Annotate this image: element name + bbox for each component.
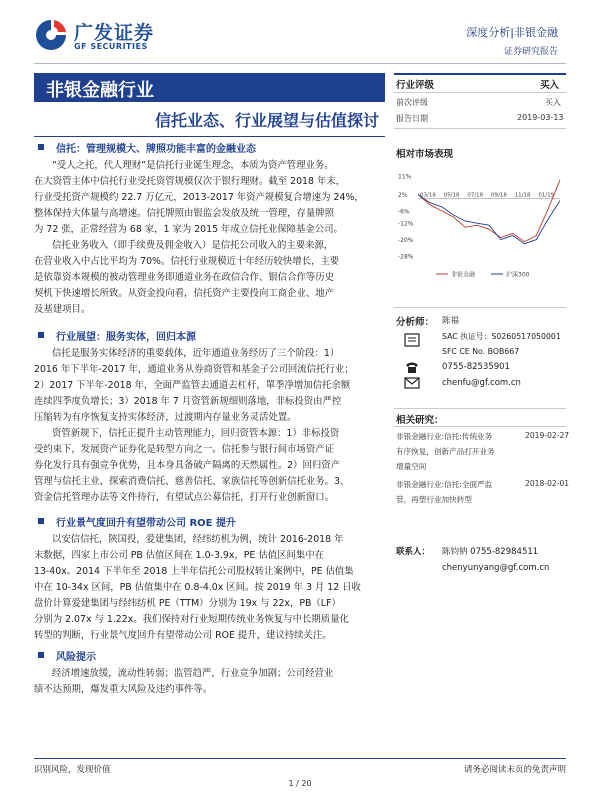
paragraph-line: 受约束下，发展资产证券化是转型方向之一。信托参与银行间市场资产证 — [34, 444, 335, 455]
analyst-sfc: SFC CE No. BOB667 — [442, 347, 520, 356]
logo-en-text: GF SECURITIES — [74, 42, 148, 51]
related-item-line: 增量空间 — [396, 462, 427, 471]
rating-label: 行业评级 — [396, 80, 435, 91]
sector-title-bar — [34, 73, 385, 102]
paragraph-line: “受人之托，代人理财”是信托行业诞生理念，本质为资产管理业务。 — [52, 160, 334, 171]
section-bullet — [38, 518, 44, 524]
prev-rating-value: 买入 — [545, 98, 561, 107]
x-tick-label: 01/19 — [538, 192, 555, 199]
legend-label: 非银金融 — [451, 271, 476, 279]
section-paragraph — [34, 346, 385, 506]
y-tick-label: 2% — [398, 191, 408, 199]
title-divider — [34, 136, 385, 137]
report-type-tags: 深度分析|非银金融 — [466, 26, 558, 39]
related-item-line: 管，再塑行业加快转型 — [396, 495, 472, 504]
contact-email[interactable]: chenyunyang@gf.com.cn — [442, 563, 550, 573]
legend-label: 沪深300 — [506, 271, 530, 279]
footer-disclaimer: 请务必阅读末页的免责声明 — [463, 765, 566, 775]
paragraph-line: 转型的判断，行业景气度回升有望带动公司 ROE 提升，建议持续关注。 — [34, 630, 332, 641]
report-date-value: 2019-03-13 — [517, 113, 564, 122]
paragraph-line: 资管新规下，信托正提升主动管理能力，回归资管本源：1）非标投资 — [52, 428, 340, 439]
paragraph-line: 券化发行具有强竞争优势，且本身具备破产隔离的天然属性。2）回归资产 — [34, 460, 340, 471]
section-paragraph — [34, 158, 385, 318]
paragraph-line: 压缩转为有序恢复支持实体经济，过渡期内存量业务灵活处置。 — [34, 412, 297, 423]
report-title: 信托业态、行业展望与估值探讨 — [154, 111, 379, 130]
x-tick-label: 05/18 — [443, 192, 460, 199]
paragraph-line: 绩不达预期，爆发重大风险及违约事件等。 — [34, 684, 213, 695]
rating-divider — [394, 92, 566, 93]
section-paragraph — [34, 532, 385, 644]
related-item-title[interactable]: 非银金融行业:信托:全面严监 — [396, 480, 493, 489]
series-line-0 — [418, 180, 560, 242]
paragraph-line: 以安信信托，陕国投，爱建集团，经纬纺机为例，统计 2016-2018 年 — [52, 534, 344, 545]
paragraph-line: 连续四季度负增长；3）2018 年 7 月资管新规细则落地，非标投资由严控 — [34, 396, 342, 407]
paragraph-line: 行业受托资产规模约 22.7 万亿元，2013-2017 年资产规模复合增速为 24%， — [34, 192, 364, 203]
y-tick-label: 11% — [398, 173, 412, 181]
analyst-label: 分析师： — [396, 317, 435, 328]
analyst-name: 陈福 — [442, 316, 460, 326]
sector-title: 非银金融行业 — [46, 80, 154, 101]
paragraph-line: 信托是服务实体经济的重要载体，近年通道业务经历了三个阶段：1） — [52, 348, 340, 359]
paragraph-line: 是依靠资本规模的被动管理业务即通道业务在政信合作、银信合作等历史 — [34, 272, 335, 283]
section-heading: 风险提示 — [56, 652, 96, 663]
paragraph-line: 管理与信托主业，探索消费信托、慈善信托、家族信托等创新信托业务。3、 — [34, 476, 350, 487]
paragraph-line: 13-40x。2014 下半年至 2018 上半年信托公司股权转让案例中，PE 估值集 — [34, 566, 354, 577]
x-tick-label: 03/18 — [420, 192, 436, 199]
certificate-icon — [404, 333, 420, 347]
paragraph-line: 盘价计算爱建集团与经纬纺机 PE（TTM）分别为 19x 与 22x，PB（LF） — [34, 598, 341, 609]
rating-value: 买入 — [540, 80, 560, 91]
y-tick-label: -6% — [398, 208, 410, 216]
page-number: 1 / 20 — [288, 779, 312, 788]
paragraph-line: 末数据，四家上市公司 PB 估值区间在 1.0-3.9x，PE 估值区间集中在 — [34, 550, 324, 561]
paragraph-line: 信托业务收入（即手续费及佣金收入）是信托公司收入的主要来源， — [52, 240, 334, 251]
related-item-date: 2019-02-27 — [525, 431, 570, 440]
analyst-email[interactable]: chenfu@gf.com.cn — [442, 378, 521, 388]
section-bullet — [38, 652, 44, 658]
related-item-date: 2018-02-01 — [525, 479, 570, 488]
paragraph-line: 2）2017 下半年-2018 年，全面严监管去通道去杠杆，單季净增加信托余额 — [34, 380, 351, 391]
paragraph-line: 为 72 张，正常经营为 68 家，1 家为 2015 年成立信托业保障基金公司。 — [34, 224, 343, 235]
analyst-phone: 0755-82535901 — [442, 362, 510, 372]
x-tick-label: 07/18 — [467, 192, 484, 199]
x-tick-label: 09/18 — [491, 192, 507, 199]
paragraph-line: 整体保持大体量与高增速。信托牌照由银监会发放及统一管理，存量牌照 — [34, 208, 335, 219]
section-bullet — [38, 144, 44, 150]
paragraph-line: 分别为 2.07x 与 1.22x。我们保持对行业短期传统业务恢复与中长期质量化 — [34, 614, 349, 625]
paragraph-line: 及基建项目。 — [34, 304, 91, 315]
email-icon — [404, 376, 420, 390]
section-heading: 行业展望：服务实体，回归本源 — [56, 332, 196, 343]
contact-name-phone: 陈钧钠 0755-82984511 — [442, 547, 539, 557]
related-item-title[interactable]: 非银金融行业:信托:传统业务 — [396, 432, 493, 441]
logo-cn-text: 广发证券 — [74, 22, 155, 44]
report-subtag: 证券研究报告 — [503, 47, 558, 57]
y-tick-label: -12% — [398, 220, 414, 228]
y-tick-label: -20% — [398, 237, 414, 245]
rating-bottom-rule — [394, 128, 566, 129]
report-date-label: 报告日期 — [396, 114, 428, 123]
header-divider — [34, 63, 566, 64]
paragraph-line: 经济增速放缓，流动性转弱；监管趋严，行业竞争加剧；公司经营业 — [52, 668, 334, 679]
section-paragraph — [34, 666, 385, 698]
relative-performance-chart — [396, 168, 566, 283]
y-tick-label: -28% — [398, 253, 414, 261]
footer-divider — [34, 758, 566, 759]
paragraph-line: 2016 年下半年-2017 年，通道业务从券商资管和基金子公司回流信托行业； — [34, 364, 354, 375]
paragraph-line: 中在 10-34x 区间，PB 估值集中在 0.8-4.0x 区间。按 2019 年 3 月 12 日收 — [34, 582, 361, 593]
paragraph-line: 在营业收入中占比平均为 70%。信托行业规模近十年经历较快增长，主要 — [34, 256, 340, 267]
x-tick-label: 11/18 — [514, 192, 531, 199]
section-bullet — [38, 332, 44, 338]
section-heading: 信托：管理规模大、牌照功能丰富的金融业态 — [56, 144, 256, 155]
gf-logo-icon — [34, 18, 68, 52]
paragraph-line: 契机下快速增长所致。从资金投向看，信托资产主要投向工商企业、地产 — [34, 288, 335, 299]
analyst-top-rule — [394, 307, 566, 308]
prev-rating-label: 前次评级 — [396, 98, 428, 107]
related-heading: 相关研究： — [396, 415, 444, 426]
related-heading-rule — [394, 426, 566, 427]
section-heading: 行业景气度回升有望带动公司 ROE 提升 — [56, 518, 236, 529]
series-line-1 — [418, 192, 560, 244]
gf-logo — [34, 16, 164, 56]
rating-top-rule — [394, 73, 566, 75]
footer-slogan: 识别风险，发现价值 — [34, 765, 111, 775]
analyst-sac: SAC 执证号：S0260517050001 — [442, 332, 561, 341]
market-heading: 相对市场表现 — [396, 149, 454, 160]
phone-icon — [404, 360, 420, 374]
paragraph-line: 资金信托管理办法等文件待行，有望试点公募信托，打开行业创新窗口。 — [34, 492, 335, 503]
related-item-line: 有序恢复，创新产品打开业务 — [396, 447, 495, 456]
paragraph-line: 在大资管主体中信托行业受托资管规模仅次于银行理财。截至 2018 年末， — [34, 176, 346, 187]
contact-label: 联系人： — [396, 547, 431, 557]
related-top-rule — [394, 408, 566, 409]
